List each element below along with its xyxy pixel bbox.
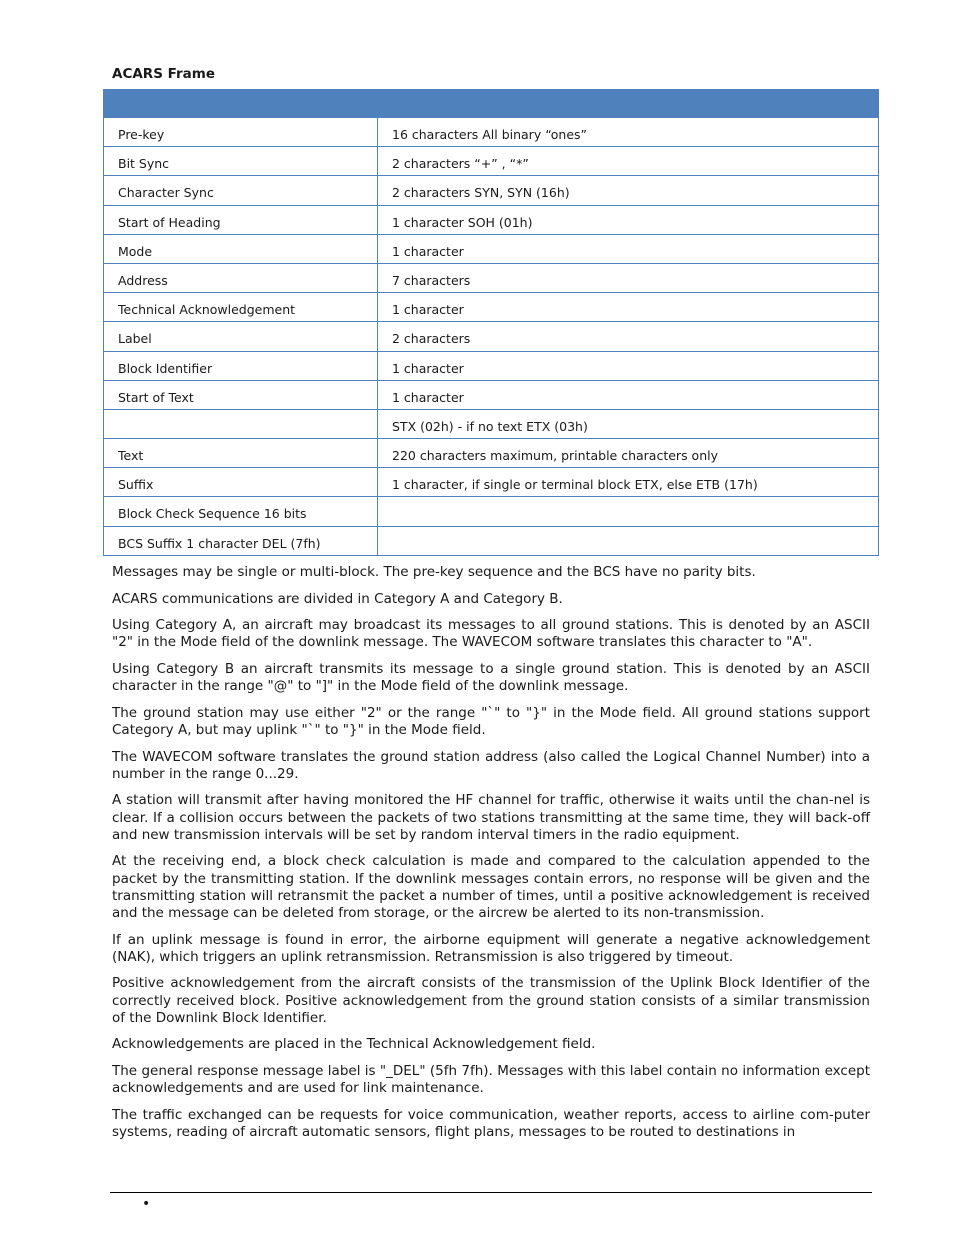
- field-name: Character Sync: [104, 176, 378, 205]
- table-row: [104, 176, 879, 205]
- field-name: Mode: [104, 234, 378, 263]
- paragraph: Positive acknowledgement from the aircraft consists of the transmission of the Uplink Block Identifier of the correctly received block. Positive acknowledgement from the ground station consists of a similar transmission of the Downlink Block Identifier.: [112, 975, 870, 1026]
- field-description: [378, 497, 879, 526]
- field-description: 1 character: [378, 380, 879, 409]
- paragraph: ACARS communications are divided in Category A and Category B.: [112, 590, 563, 607]
- field-name: Block Check Sequence 16 bits: [104, 497, 378, 526]
- field-name: Technical Acknowledgement: [104, 293, 378, 322]
- page-heading: ACARS Frame: [112, 66, 215, 82]
- field-name: [104, 409, 378, 438]
- table-row: [104, 147, 879, 176]
- field-description: 2 characters “+” , “*”: [378, 147, 879, 176]
- table-row: [104, 351, 879, 380]
- paragraph: The traffic exchanged can be requests for voice communication, weather reports, access to airline com-puter systems, reading of aircraft automatic sensors, flight plans, messages to be routed to destinations in: [112, 1106, 870, 1140]
- field-description: 16 characters All binary “ones”: [378, 118, 879, 147]
- table-row: [104, 322, 879, 351]
- paragraph: At the receiving end, a block check calculation is made and compared to the calculation appended to the packet by the transmitting station. If the downlink messages contain errors, no response will be given and the transmitting station will retransmit the packet a number of times, until a positive acknowledgement is received and the message can be deleted from storage, or the aircrew be alerted to its non-transmission.: [112, 853, 870, 921]
- field-description: 2 characters SYN, SYN (16h): [378, 176, 879, 205]
- paragraph: The ground station may use either "2" or the range "`" to "}" in the Mode field. All ground stations support Category A, but may uplink "`" to "}" in the Mode field.: [112, 704, 870, 738]
- table-row: [104, 293, 879, 322]
- paragraph: A station will transmit after having monitored the HF channel for traffic, otherwise it waits until the chan-nel is clear. If a collision occurs between the packets of two stations transmitting at the same time, they will back-off and new transmission intervals will be set by random interval timers in the radio equipment.: [112, 792, 870, 843]
- field-description: 1 character: [378, 293, 879, 322]
- table-header-cell: [378, 90, 879, 118]
- field-description: 7 characters: [378, 263, 879, 292]
- table-row: [104, 205, 879, 234]
- field-name: Label: [104, 322, 378, 351]
- field-description: 1 character, if single or terminal block ETX, else ETB (17h): [378, 468, 879, 497]
- table-row: [104, 380, 879, 409]
- table-row: [104, 468, 879, 497]
- body-text: [112, 564, 870, 1151]
- field-name: Suffix: [104, 468, 378, 497]
- table-row: [104, 118, 879, 147]
- paragraph: Acknowledgements are placed in the Technical Acknowledgement field.: [112, 1036, 596, 1053]
- field-name: Text: [104, 439, 378, 468]
- field-description: 1 character: [378, 351, 879, 380]
- field-name: Pre-key: [104, 118, 378, 147]
- field-description: 1 character: [378, 234, 879, 263]
- paragraph: Using Category B an aircraft transmits its message to a single ground station. This is denoted by an ASCII character in the range "@" to "]" in the Mode field of the downlink message.: [112, 660, 870, 695]
- footer-divider: [110, 1192, 872, 1193]
- table-row: [104, 409, 879, 438]
- table-row: [104, 263, 879, 292]
- paragraph: If an uplink message is found in error, the airborne equipment will generate a negative acknowledgement (NAK), which triggers an uplink retransmission. Retransmission is also triggered by timeout.: [112, 931, 870, 965]
- field-description: STX (02h) - if no text ETX (03h): [378, 409, 879, 438]
- table-row: [104, 234, 879, 263]
- table-row: [104, 526, 879, 555]
- field-description: 220 characters maximum, printable characters only: [378, 439, 879, 468]
- table-header-row: [104, 90, 879, 118]
- field-name: Bit Sync: [104, 147, 378, 176]
- paragraph: Messages may be single or multi-block. The pre-key sequence and the BCS have no parity bits.: [112, 564, 756, 580]
- field-name: Address: [104, 263, 378, 292]
- field-name: BCS Suffix 1 character DEL (7fh): [104, 526, 378, 555]
- table-row: [104, 439, 879, 468]
- field-description: 1 character SOH (01h): [378, 205, 879, 234]
- table-header-cell: [104, 90, 378, 118]
- field-name: Start of Text: [104, 380, 378, 409]
- footer-bullet: •: [142, 1196, 151, 1212]
- acars-frame-table: [103, 89, 879, 556]
- field-description: [378, 526, 879, 555]
- field-description: 2 characters: [378, 322, 879, 351]
- field-name: Block Identifier: [104, 351, 378, 380]
- field-name: Start of Heading: [104, 205, 378, 234]
- paragraph: Using Category A, an aircraft may broadcast its messages to all ground stations. This is denoted by an ASCII "2" in the Mode field of the downlink message. The WAVECOM software translates this character to "A".: [112, 617, 870, 651]
- paragraph: The WAVECOM software translates the ground station address (also called the Logical Channel Number) into a number in the range 0...29.: [112, 748, 870, 782]
- table-row: [104, 497, 879, 526]
- paragraph: The general response message label is "_DEL" (5fh 7fh). Messages with this label contain no information except acknowledgements and are used for link maintenance.: [112, 1062, 870, 1097]
